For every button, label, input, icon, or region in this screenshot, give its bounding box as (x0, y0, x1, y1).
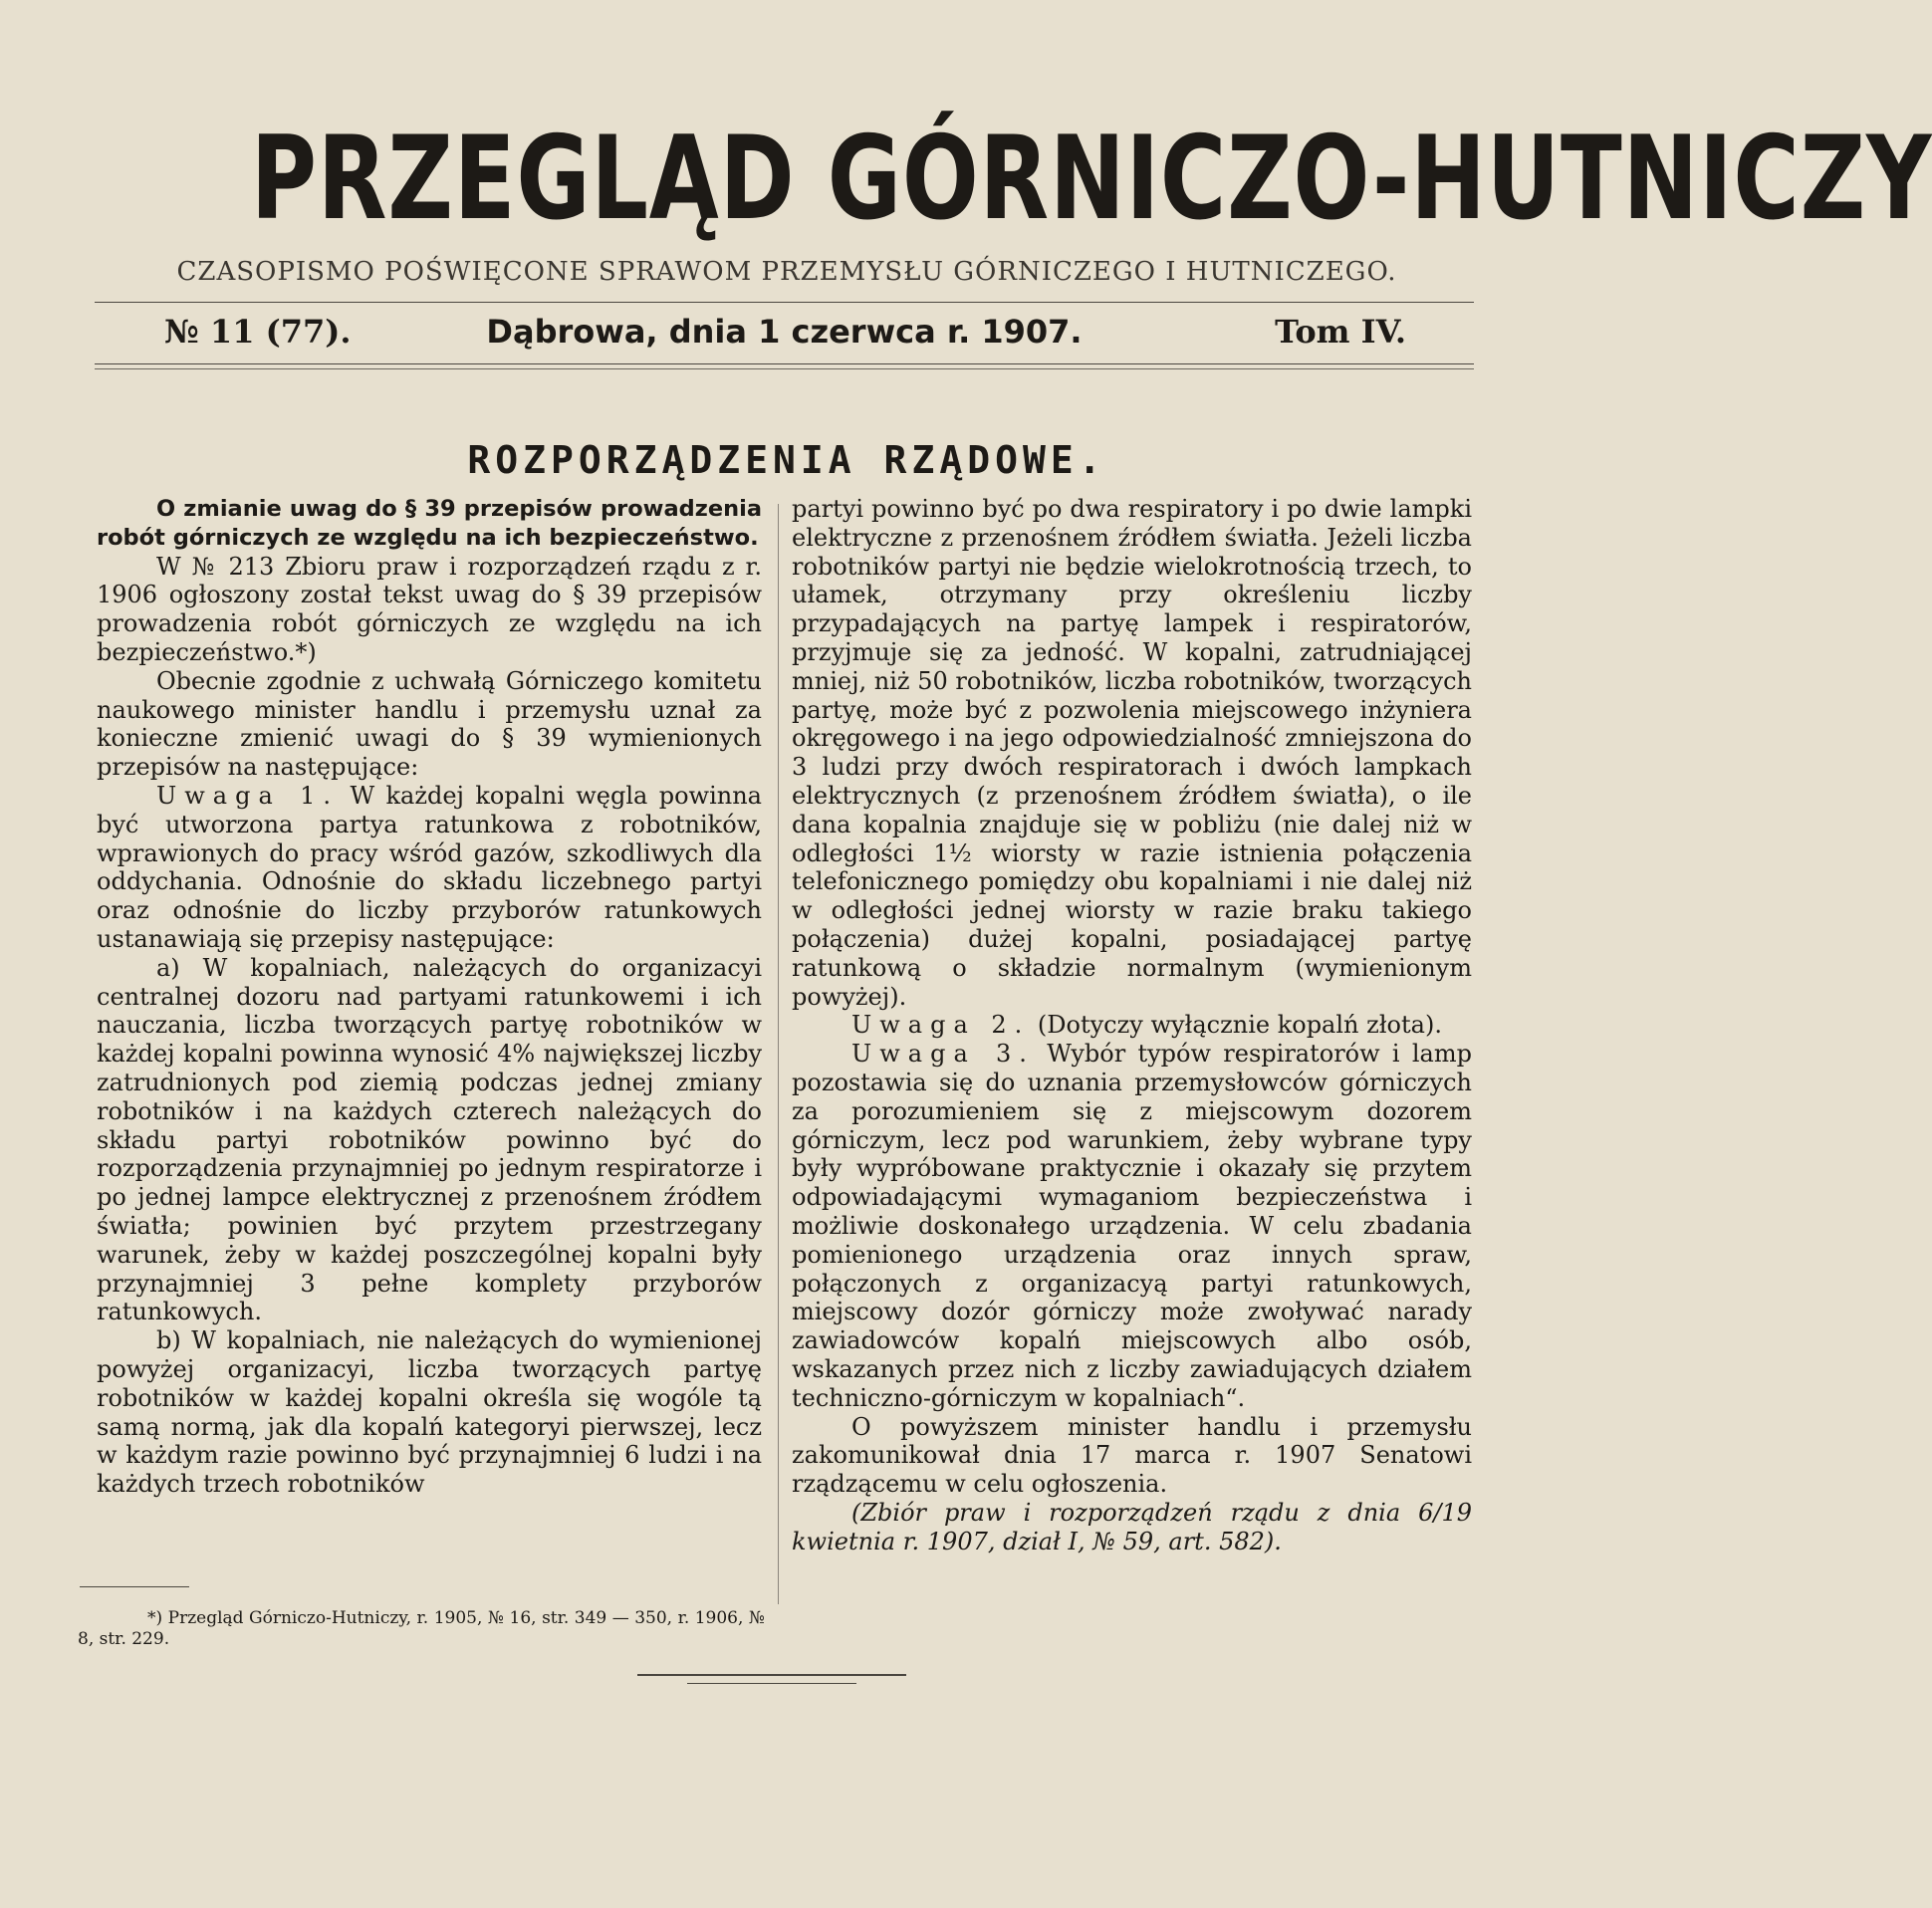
paragraph: O powyższem minister handlu i przemysłu zakomunikował dnia 17 marca r. 1907 Senatowi rządzącemu w celu ogłoszenia. (792, 1412, 1472, 1499)
section-heading: ROZPORZĄDZENIA RZĄDOWE. (467, 438, 1106, 482)
note-label: Uwaga 3. (851, 1040, 1035, 1069)
paragraph: partyi powinno być po dwa respiratory i po dwie lampki elektryczne z przenośnem źródłem światła. Jeżeli liczba robotników partyi nie będzie wielokrotnością trzech, to ułamek, otrzymany przy określeniu liczby przypadających na partyę lampek i respiratorów, przyjmuje się za jedność. W kopalni, zatrudniającej mniej, niż 50 robotników, liczba robotników, tworzących partyę, może być z pozwolenia miejscowego inżyniera okręgowego i na jego odpowiedzialność zmniejszona do 3 ludzi przy dwóch respiratorach i dwóch lampkach elektrycznych (z przenośnem źródłem światła), o ile dana kopalnia znajduje się w pobliżu (nie dalej niż w odległości 1½ wiorsty w razie istnienia połączenia telefonicznego pomiędzy obu kopalniami i nie dalej niż w odległości jednej wiorsty w razie braku takiego połączenia) dużej kopalni, posiadającej partyę ratunkową o składzie normalnym (wymienionym powyżej). (792, 495, 1472, 1011)
paragraph: a) W kopalniach, należących do organizacyi centralnej dozoru nad partyami ratunkowemi i ich nauczania, liczba tworzących partyę robotników w każdej kopalni powinna wynosić 4% największej liczby zatrudnionych pod ziemią podczas jednej zmiany robotników i na każdych czterech należących do składu partyi robotników powinno być do rozporządzenia przynajmniej po jednym respiratorze i po jednej lampce elektrycznej z przenośnem źródłem światła; powinien być przytem przestrzegany warunek, żeby w każdej poszczególnej kopalni były przynajmniej 3 pełne komplety przyborów ratunkowych. (97, 953, 762, 1326)
note-text: (Dotyczy wyłącznie kopalń złota). (1037, 1011, 1442, 1040)
paragraph (792, 1040, 1472, 1412)
end-rule (637, 1674, 906, 1676)
footnote-rule (80, 1586, 189, 1587)
note-label: Uwaga 1. (156, 781, 340, 810)
masthead-rule-top (95, 302, 1474, 303)
left-column (97, 495, 762, 1499)
masthead-title: PRZEGLĄD GÓRNICZO-HUTNICZY (250, 112, 1932, 246)
paragraph (97, 782, 762, 954)
end-rule-short (687, 1683, 856, 1684)
paragraph (792, 1011, 1472, 1040)
right-column (792, 495, 1472, 1555)
article-subhead: O zmianie uwag do § 39 przepisów prowadzenia robót górniczych ze względu na ich bezpieczeństwo. (97, 496, 762, 551)
citation: (Zbiór praw i rozporządzeń rządu z dnia 6/19 kwietnia r. 1907, dział I, № 59, art. 582). (792, 1498, 1472, 1555)
issue-volume: Tom IV. (1275, 313, 1406, 351)
masthead-rule-bottom-thin (95, 368, 1474, 369)
footnote: *) Przegląd Górniczo-Hutniczy, r. 1905, № 16, str. 349 — 350, r. 1906, № 8, str. 229. (78, 1608, 765, 1649)
paragraph: Obecnie zgodnie z uchwałą Górniczego komitetu naukowego minister handlu i przemysłu uznał za konieczne zmienić uwagi do § 39 wymienionych przepisów na następujące: (97, 666, 762, 782)
issue-number: № 11 (77). (164, 313, 352, 351)
paragraph: W № 213 Zbioru praw i rozporządzeń rządu z r. 1906 ogłoszony został tekst uwag do § 39 przepisów prowadzenia robót górniczych ze względu na ich bezpieczeństwo.*) (97, 552, 762, 666)
note-label: Uwaga 2. (851, 1011, 1031, 1040)
paragraph: b) W kopalniach, nie należących do wymienionej powyżej organizacyi, liczba tworzących partyę robotników w każdej kopalni określa się wogóle tą samą normą, jak dla kopalń kategoryi pierwszej, lecz w każdym razie powinno być przynajmniej 6 ludzi i na każdych trzech robotników (97, 1326, 762, 1499)
note-text: W każdej kopalni węgla powinna być utworzona partya ratunkowa z robotników, wprawionych do pracy wśród gazów, szkodliwych dla oddychania. Odnośnie do składu liczebnego partyi oraz odnośnie do liczby przyborów ratunkowych ustanawiają się przepisy następujące: (97, 781, 762, 953)
issue-date: Dąbrowa, dnia 1 czerwca r. 1907. (486, 313, 1083, 351)
note-text: Wybór typów respiratorów i lamp pozostawia się do uznania przemysłowców górniczych za porozumieniem się z miejscowym dozorem górniczym, lecz pod warunkiem, żeby wybrane typy były wypróbowane praktycznie i okazały się przytem odpowiadającymi wymaganiom bezpieczeństwa i możliwie doskonałego urządzenia. W celu zbadania pomienionego urządzenia oraz innych spraw, połączonych z organizacyą partyi ratunkowych, miejscowy dozór górniczy może zwoływać narady zawiadowców kopalń miejscowych albo osób, wskazanych przez nich z liczby zawiadujących działem techniczno-górniczym w kopalniach“. (792, 1040, 1472, 1412)
masthead-rule-bottom (95, 363, 1474, 364)
masthead-subtitle: CZASOPISMO POŚWIĘCONE SPRAWOM PRZEMYSŁU GÓRNICZEGO I HUTNICZEGO. (176, 257, 1397, 287)
column-divider (778, 504, 779, 1604)
issue-line (95, 313, 1474, 357)
